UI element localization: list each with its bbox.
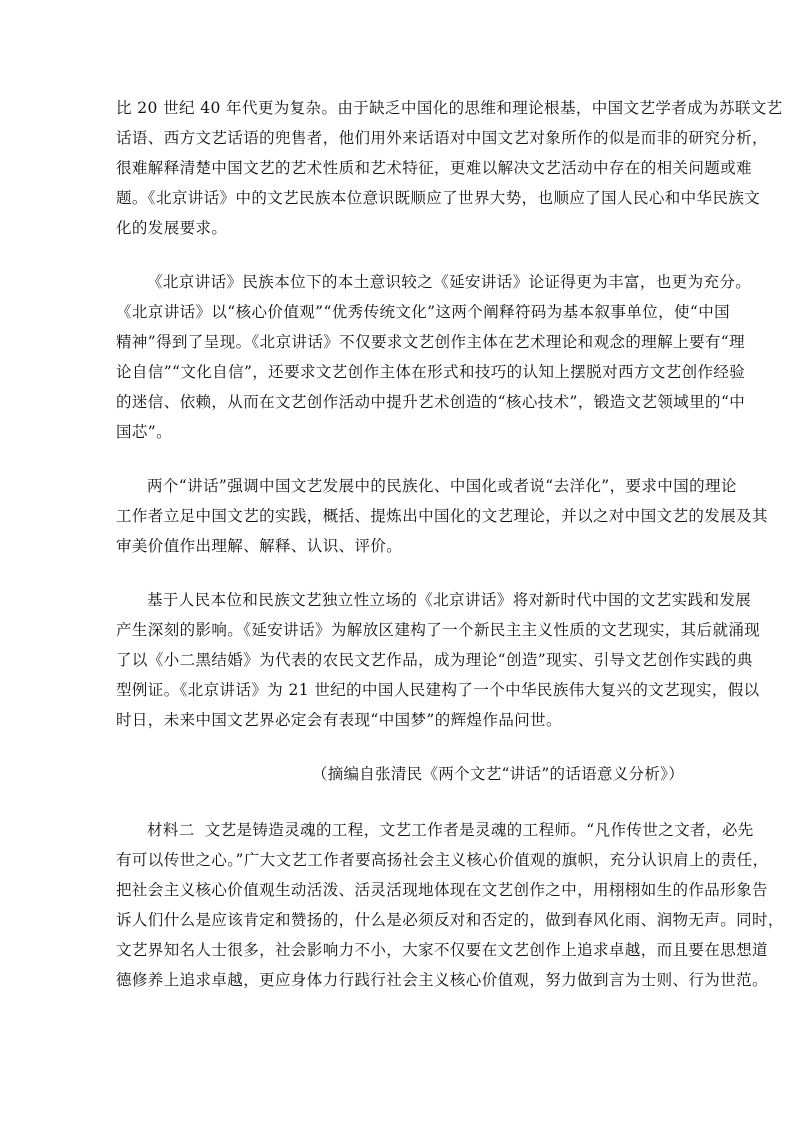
text-line: 德修养上追求卓越，更应身体力行践行社会主义核心价值观，努力做到言为士则、行为世范。	[116, 971, 768, 989]
text-line: 题。《北京讲话》中的文艺民族本位意识既顺应了世界大势，也顺应了国人民心和中华民族文	[116, 189, 761, 207]
text-line: 比 20 世纪 40 年代更为复杂。由于缺乏中国化的思维和理论根基，中国文艺学者成为苏联文艺	[116, 99, 783, 117]
text-line: 审美价值作出理解、解释、认识、评价。	[116, 537, 403, 555]
text-line: 有可以传世之心。”广大文艺工作者要高扬社会主义核心价值观的旗帜，充分认识肩上的责任，	[116, 851, 769, 869]
text-line: 文艺界知名人士很多，社会影响力不小，大家不仅要在文艺创作上追求卓越，而且要在思想道	[116, 941, 768, 959]
source-citation: （摘编自张清民《两个文艺“讲话”的话语意义分析》）	[311, 765, 684, 783]
text-line: 把社会主义核心价值观生动活泼、活灵活现地体现在文艺创作之中，用栩栩如生的作品形象告	[116, 881, 768, 899]
text-line: 产生深刻的影响。《延安讲话》为解放区建构了一个新民主主义性质的文艺现实，其后就涌现	[116, 621, 761, 639]
text-line: 基于人民本位和民族文艺独立性立场的《北京讲话》将对新时代中国的文艺实践和发展	[147, 591, 752, 609]
text-line: 很难解释清楚中国文艺的艺术性质和艺术特征，更难以解决文艺活动中存在的相关问题或难	[116, 159, 753, 177]
text-line: 的迷信、依赖，从而在文艺创作活动中提升艺术创造的“核心技术”，锻造文艺领域里的“中	[116, 393, 746, 411]
text-line: 精神”得到了呈现。《北京讲话》不仅要求文艺创作主体在艺术理论和观念的理解上要有“理	[116, 333, 746, 351]
text-line: 化的发展要求。	[116, 219, 228, 237]
material-label: 材料二	[147, 821, 195, 839]
text-line-body: 文艺是铸造灵魂的工程，文艺工作者是灵魂的工程师。“凡作传世之文者，必先	[204, 821, 754, 839]
text-line: 诉人们什么是应该肯定和赞扬的，什么是必须反对和否定的，做到春风化雨、润物无声。同时，	[116, 911, 784, 929]
text-line: 国芯”。	[116, 423, 173, 441]
document-body	[116, 93, 784, 1019]
text-line: 话语、西方文艺话语的兜售者，他们用外来话语对中国文艺对象所作的似是而非的研究分析，	[116, 129, 768, 147]
text-line: 了以《小二黑结婚》为代表的农民文艺作品，成为理论“创造”现实、引导文艺创作实践的典	[116, 651, 753, 669]
text-line: 论自信”“文化自信”，还要求文艺创作主体在形式和技巧的认知上摆脱对西方文艺创作经验	[116, 363, 746, 381]
paragraph-continued	[116, 93, 783, 243]
text-line: 两个“讲话”强调中国文艺发展中的民族化、中国化或者说“去洋化”，要求中国的理论	[147, 477, 737, 495]
text-line: 时日，未来中国文艺界必定会有表现“中国梦”的辉煌作品问世。	[116, 711, 562, 729]
text-line: 《北京讲话》以“核心价值观”“优秀传统文化”这两个阐释符码为基本叙事单位，使“中国	[116, 303, 731, 321]
paragraph-two-speeches	[116, 471, 768, 561]
text-line: 《北京讲话》民族本位下的本土意识较之《延安讲话》论证得更为丰富，也更为充分。	[147, 273, 752, 291]
paragraph-native-consciousness	[116, 267, 752, 447]
paragraph-influence	[116, 585, 761, 735]
text-line: 工作者立足中国文艺的实践，概括、提炼出中国化的文艺理论，并以之对中国文艺的发展及其	[116, 507, 768, 525]
paragraph-material-two	[116, 815, 784, 995]
text-line	[116, 815, 754, 845]
text-line: 型例证。《北京讲话》为 21 世纪的中国人民建构了一个中华民族伟大复兴的文艺现实，假以	[116, 681, 760, 699]
